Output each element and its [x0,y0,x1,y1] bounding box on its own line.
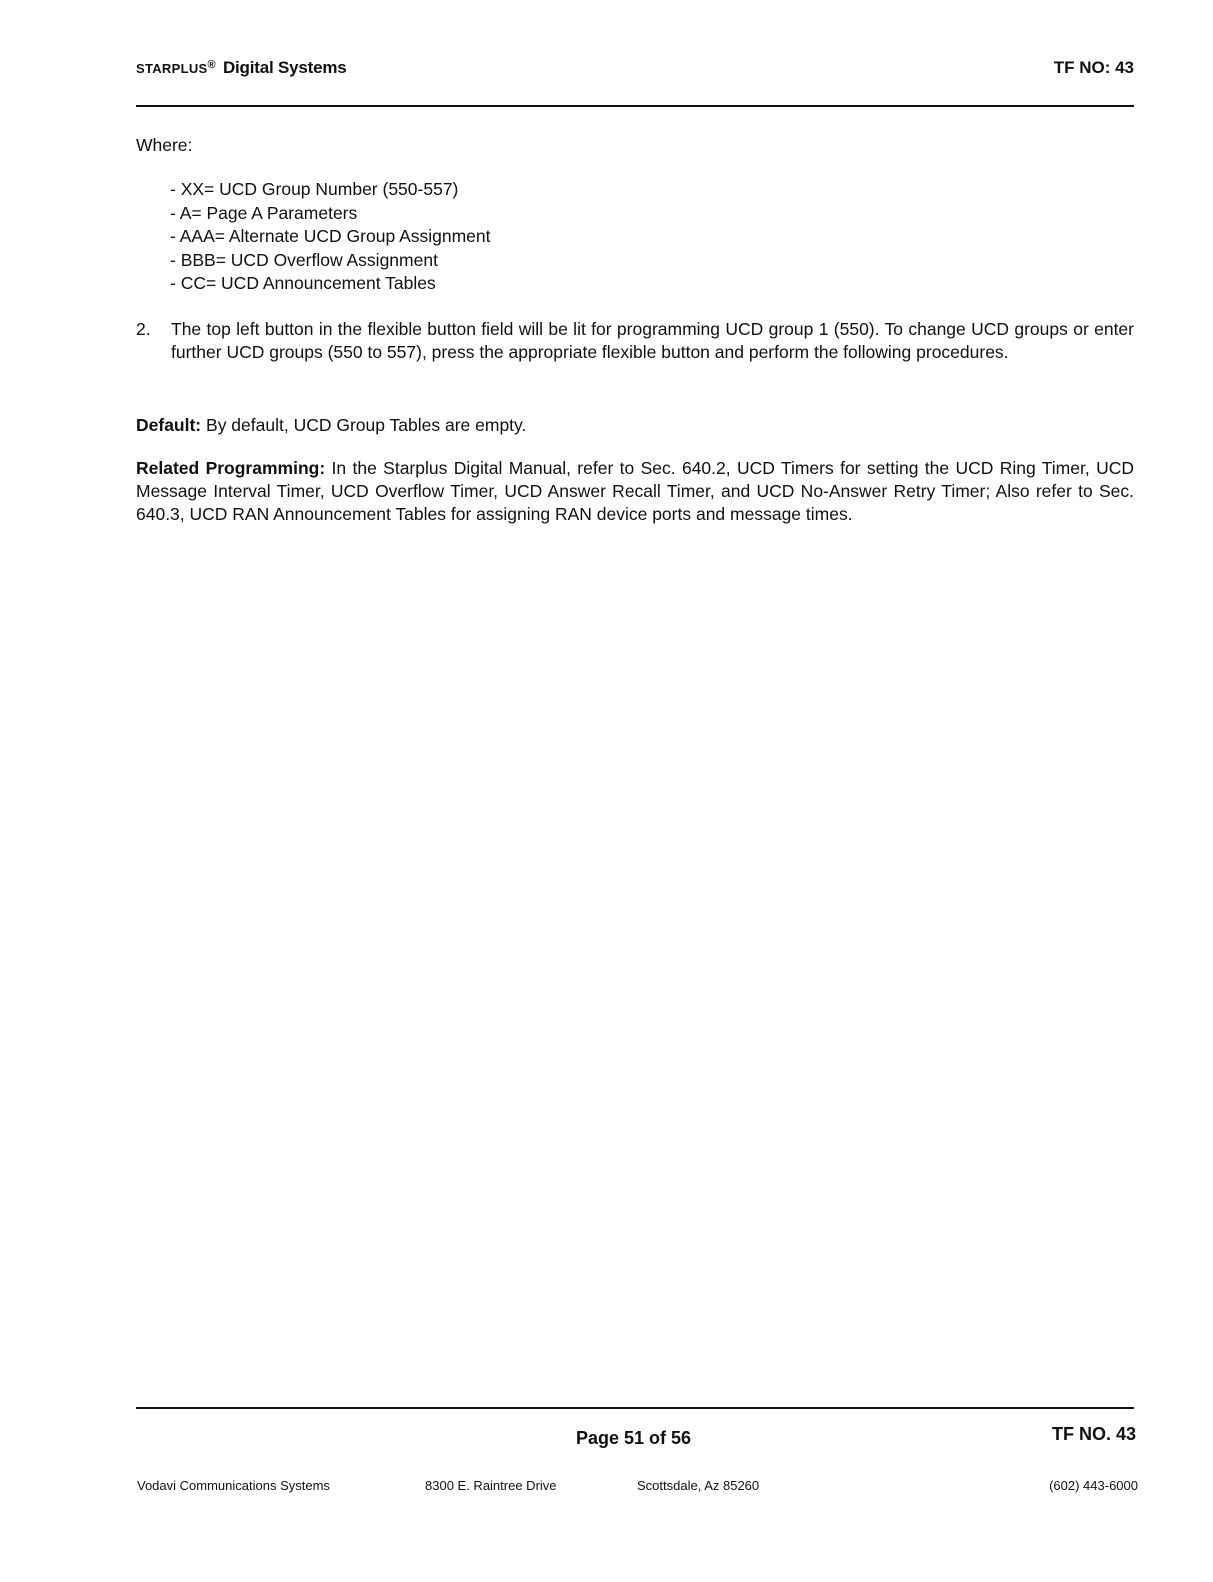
footer-address: 8300 E. Raintree Drive [425,1478,557,1493]
related-programming-label: Related Programming: [136,458,326,478]
definition-item: - A= Page A Parameters [170,202,358,223]
definition-item: - AAA= Alternate UCD Group Assignment [170,226,491,246]
default-paragraph [136,414,1134,437]
step-2 [136,318,1134,364]
definition-item: - XX= UCD Group Number (550-557) [170,179,459,199]
related-programming-paragraph [136,457,1134,526]
where-label: Where: [136,135,193,155]
registered-mark: ® [207,59,216,71]
header-doc-number: TF NO: 43 [1053,58,1134,77]
definition-item: - BBB= UCD Overflow Assignment [170,249,438,270]
brand-subtitle: Digital Systems [222,58,347,77]
footer-company: Vodavi Communications Systems [137,1478,330,1493]
definition-list [170,178,491,296]
default-label: Default: [136,415,202,435]
definition-item: - CC= UCD Announcement Tables [170,273,436,293]
header-title [136,58,347,78]
header-rule [136,105,1134,107]
footer-rule [136,1407,1134,1409]
footer-phone: (602) 443-6000 [1049,1478,1138,1493]
step-text: The top left button in the flexible button field will be lit for programming UCD group 1 (550). To change UCD groups or enter further UCD groups (550 to 557), press the appropriate flexible button and perform the following procedures. [171,319,1134,362]
default-text: By default, UCD Group Tables are empty. [206,415,527,435]
step-number: 2. [136,319,151,339]
brand-name: STARPLUS [136,61,208,76]
related-programming-text: In the Starplus Digital Manual, refer to Sec. 640.2, UCD Timers for setting the UCD Ring Timer, UCD Message Interval Timer, UCD Overflow Timer, UCD Answer Recall Timer, and UCD No-Answer Retry Timer; Also refer to Sec. 640.3, UCD RAN Announcement Tables for assigning RAN device ports and message times. [136,458,1134,524]
footer-city: Scottsdale, Az 85260 [637,1478,760,1493]
footer-doc-number: TF NO. 43 [1051,1424,1136,1444]
page-number: Page 51 of 56 [576,1428,692,1448]
